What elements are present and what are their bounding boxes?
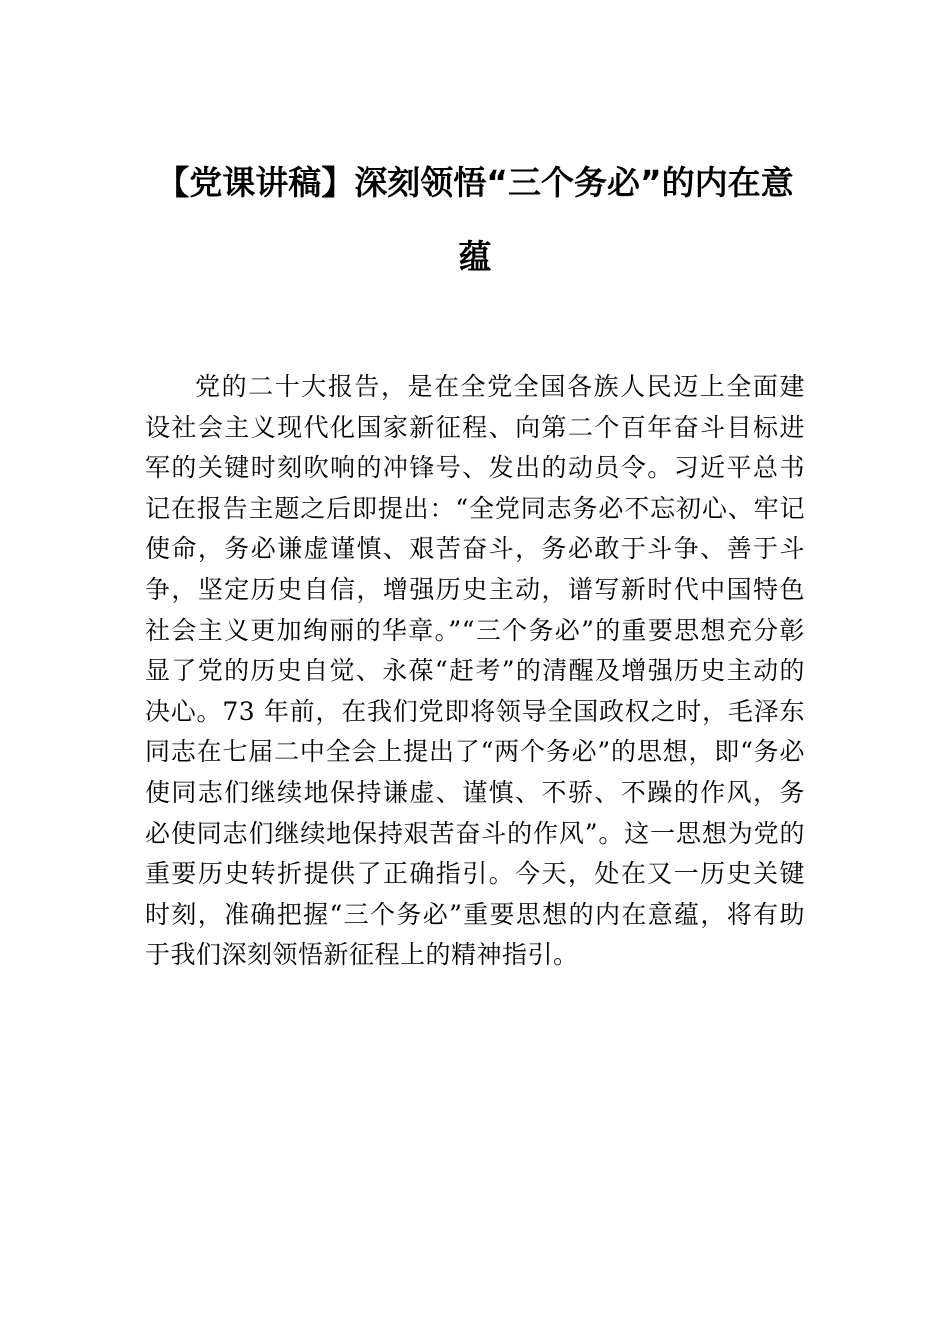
page-title: 【党课讲稿】深刻领悟“三个务必”的内在意蕴 — [156, 163, 794, 276]
body-paragraph: 党的二十大报告，是在全党全国各族人民迈上全面建设社会主义现代化国家新征程、向第二个百年奋斗目标进军的关键时刻吹响的冲锋号、发出的动员令。习近平总书记在报告主题之后即提出：“全党同志务必不忘初心、牢记使命，务必谦虚谨慎、艰苦奋斗，务必敢于斗争、善于斗争，坚定历史自信，增强历史主动，谱写新时代中国特色社会主义更加绚丽的华章。”“三个务必”的重要思想充分彰显了党的历史自觉、永葆“赶考”的清醒及增强历史主动的决心。73 年前，在我们党即将领导全国政权之时，毛泽东同志在七届二中全会上提出了“两个务必”的思想，即“务必使同志们继续地保持谦虚、谨慎、不骄、不躁的作风，务必使同志们继续地保持艰苦奋斗的作风”。这一思想为党的重要历史转折提供了正确指引。今天，处在又一历史关键时刻，准确把握“三个务必”重要思想的内在意蕴，将有助于我们深刻领悟新征程上的精神指引。 — [145, 372, 805, 970]
